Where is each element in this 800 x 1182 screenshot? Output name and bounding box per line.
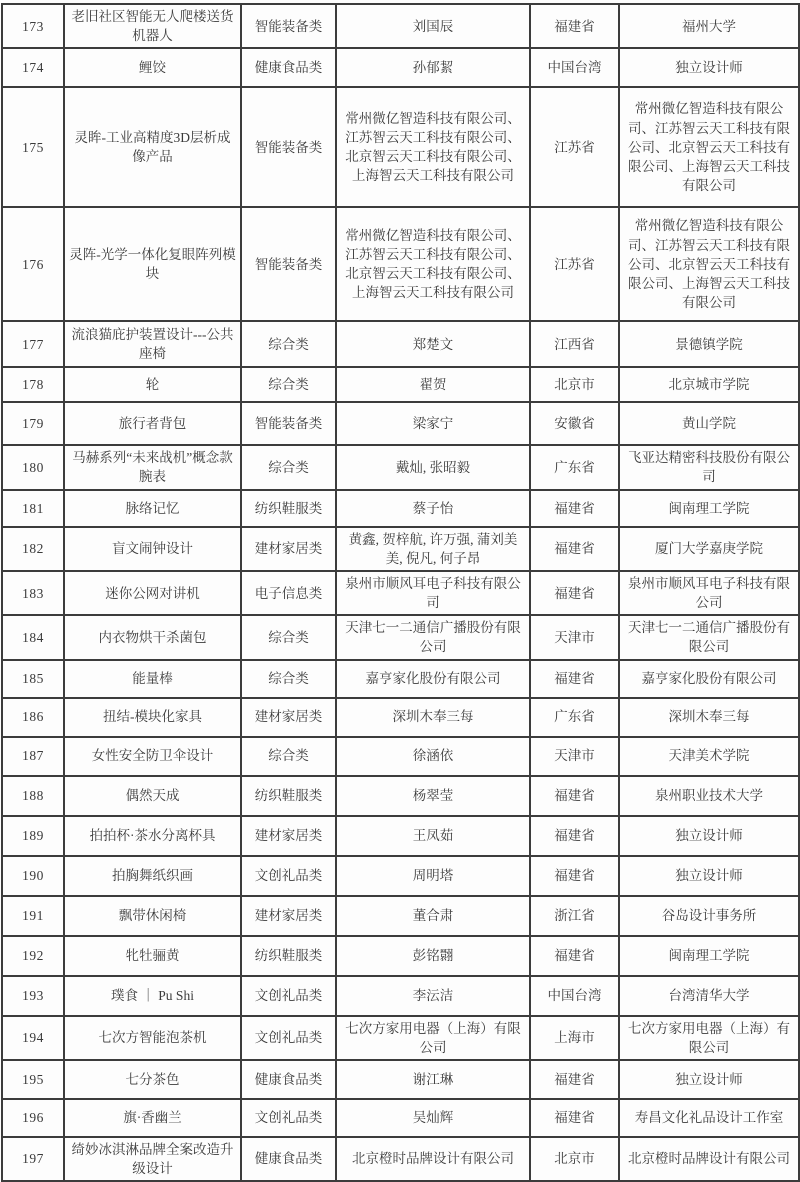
table-row (2, 490, 799, 527)
cell-entry-number: 190 (2, 856, 64, 896)
cell-province: 福建省 (530, 856, 619, 896)
cell-author: 蔡子怡 (336, 490, 530, 527)
cell-author: 李沄洁 (336, 976, 530, 1016)
cell-province: 福建省 (530, 776, 619, 816)
table-row (2, 615, 799, 659)
cell-entry-number: 185 (2, 660, 64, 698)
cell-category: 电子信息类 (241, 571, 336, 615)
cell-category: 综合类 (241, 660, 336, 698)
cell-work-name: 流浪猫庇护装置设计---公共座椅 (64, 321, 241, 367)
table-row (2, 737, 799, 776)
cell-category: 健康食品类 (241, 1060, 336, 1099)
cell-province: 北京市 (530, 1137, 619, 1181)
cell-organization: 独立设计师 (619, 1060, 799, 1099)
cell-province: 北京市 (530, 367, 619, 402)
cell-entry-number: 175 (2, 87, 64, 207)
cell-work-name: 七次方智能泡茶机 (64, 1016, 241, 1060)
cell-province: 江苏省 (530, 207, 619, 321)
cell-province: 福建省 (530, 816, 619, 856)
cell-organization: 闽南理工学院 (619, 936, 799, 976)
cell-entry-number: 177 (2, 321, 64, 367)
cell-entry-number: 195 (2, 1060, 64, 1099)
cell-category: 文创礼品类 (241, 1099, 336, 1137)
entries-table-body (2, 4, 799, 1181)
cell-entry-number: 194 (2, 1016, 64, 1060)
table-row (2, 87, 799, 207)
cell-author: 天津七一二通信广播股份有限公司 (336, 615, 530, 659)
cell-entry-number: 184 (2, 615, 64, 659)
cell-organization: 常州微亿智造科技有限公司、江苏智云天工科技有限公司、北京智云天工科技有限公司、上海智云天工科技有限公司 (619, 87, 799, 207)
cell-category: 建材家居类 (241, 816, 336, 856)
cell-province: 广东省 (530, 445, 619, 489)
table-row (2, 445, 799, 489)
cell-entry-number: 197 (2, 1137, 64, 1181)
cell-category: 建材家居类 (241, 896, 336, 936)
cell-author: 周明塔 (336, 856, 530, 896)
cell-category: 建材家居类 (241, 527, 336, 571)
cell-work-name: 盲文闹钟设计 (64, 527, 241, 571)
cell-work-name: 能量棒 (64, 660, 241, 698)
cell-organization: 飞亚达精密科技股份有限公司 (619, 445, 799, 489)
table-row (2, 776, 799, 816)
cell-province: 江西省 (530, 321, 619, 367)
cell-organization: 厦门大学嘉庚学院 (619, 527, 799, 571)
cell-entry-number: 186 (2, 698, 64, 737)
cell-organization: 黄山学院 (619, 402, 799, 445)
cell-category: 综合类 (241, 321, 336, 367)
cell-category: 纺织鞋服类 (241, 776, 336, 816)
cell-author: 北京橙时品牌设计有限公司 (336, 1137, 530, 1181)
cell-entry-number: 188 (2, 776, 64, 816)
table-row (2, 660, 799, 698)
cell-province: 中国台湾 (530, 976, 619, 1016)
cell-organization: 北京城市学院 (619, 367, 799, 402)
cell-entry-number: 181 (2, 490, 64, 527)
cell-entry-number: 180 (2, 445, 64, 489)
cell-category: 纺织鞋服类 (241, 490, 336, 527)
cell-province: 福建省 (530, 1060, 619, 1099)
cell-category: 智能装备类 (241, 402, 336, 445)
cell-author: 嘉亨家化股份有限公司 (336, 660, 530, 698)
cell-work-name: 璞食 ｜ Pu Shi (64, 976, 241, 1016)
cell-entry-number: 179 (2, 402, 64, 445)
cell-province: 上海市 (530, 1016, 619, 1060)
cell-work-name: 迷你公网对讲机 (64, 571, 241, 615)
cell-category: 文创礼品类 (241, 1016, 336, 1060)
table-row (2, 976, 799, 1016)
cell-province: 安徽省 (530, 402, 619, 445)
cell-province: 广东省 (530, 698, 619, 737)
cell-province: 福建省 (530, 490, 619, 527)
cell-organization: 独立设计师 (619, 816, 799, 856)
cell-author: 黄鑫, 贺梓航, 许万强, 蒲刘美美, 倪凡, 何子昂 (336, 527, 530, 571)
cell-work-name: 拍拍杯·茶水分离杯具 (64, 816, 241, 856)
cell-work-name: 扭结-模块化家具 (64, 698, 241, 737)
cell-work-name: 内衣物烘干杀菌包 (64, 615, 241, 659)
cell-author: 彭铭翾 (336, 936, 530, 976)
cell-entry-number: 176 (2, 207, 64, 321)
table-row (2, 367, 799, 402)
cell-work-name: 拍胸舞纸织画 (64, 856, 241, 896)
cell-entry-number: 191 (2, 896, 64, 936)
cell-work-name: 绮妙冰淇淋品牌全案改造升级设计 (64, 1137, 241, 1181)
cell-category: 综合类 (241, 737, 336, 776)
cell-category: 纺织鞋服类 (241, 936, 336, 976)
cell-entry-number: 187 (2, 737, 64, 776)
table-row (2, 1099, 799, 1137)
cell-category: 文创礼品类 (241, 856, 336, 896)
cell-province: 福建省 (530, 1099, 619, 1137)
cell-category: 智能装备类 (241, 87, 336, 207)
cell-author: 刘国辰 (336, 4, 530, 48)
cell-organization: 福州大学 (619, 4, 799, 48)
cell-organization: 深圳木奉三每 (619, 698, 799, 737)
table-row (2, 4, 799, 48)
cell-organization: 谷岛设计事务所 (619, 896, 799, 936)
table-row (2, 856, 799, 896)
cell-category: 综合类 (241, 367, 336, 402)
cell-work-name: 牝牡骊黄 (64, 936, 241, 976)
cell-work-name: 飘带休闲椅 (64, 896, 241, 936)
cell-author: 孙郁絜 (336, 48, 530, 87)
cell-organization: 台湾清华大学 (619, 976, 799, 1016)
cell-work-name: 偶然天成 (64, 776, 241, 816)
cell-author: 董合肃 (336, 896, 530, 936)
cell-author: 七次方家用电器（上海）有限公司 (336, 1016, 530, 1060)
cell-entry-number: 196 (2, 1099, 64, 1137)
cell-entry-number: 192 (2, 936, 64, 976)
table-row (2, 936, 799, 976)
cell-organization: 天津美术学院 (619, 737, 799, 776)
cell-work-name: 灵阵-光学一体化复眼阵列模块 (64, 207, 241, 321)
cell-province: 福建省 (530, 660, 619, 698)
cell-work-name: 女性安全防卫伞设计 (64, 737, 241, 776)
cell-organization: 寿昌文化礼品设计工作室 (619, 1099, 799, 1137)
cell-organization: 闽南理工学院 (619, 490, 799, 527)
cell-work-name: 旅行者背包 (64, 402, 241, 445)
cell-province: 福建省 (530, 527, 619, 571)
table-row (2, 1060, 799, 1099)
cell-organization: 嘉亨家化股份有限公司 (619, 660, 799, 698)
cell-category: 综合类 (241, 445, 336, 489)
cell-organization: 泉州市顺风耳电子科技有限公司 (619, 571, 799, 615)
cell-entry-number: 193 (2, 976, 64, 1016)
cell-category: 综合类 (241, 615, 336, 659)
cell-work-name: 马赫系列“未来战机”概念款腕表 (64, 445, 241, 489)
cell-category: 健康食品类 (241, 48, 336, 87)
cell-entry-number: 183 (2, 571, 64, 615)
cell-author: 杨翠莹 (336, 776, 530, 816)
cell-province: 天津市 (530, 737, 619, 776)
cell-organization: 景德镇学院 (619, 321, 799, 367)
cell-organization: 常州微亿智造科技有限公司、江苏智云天工科技有限公司、北京智云天工科技有限公司、上海智云天工科技有限公司 (619, 207, 799, 321)
cell-entry-number: 173 (2, 4, 64, 48)
cell-work-name: 灵眸-工业高精度3D层析成像产品 (64, 87, 241, 207)
cell-author: 泉州市顺风耳电子科技有限公司 (336, 571, 530, 615)
cell-province: 天津市 (530, 615, 619, 659)
table-row (2, 207, 799, 321)
cell-entry-number: 189 (2, 816, 64, 856)
table-row (2, 402, 799, 445)
cell-author: 常州微亿智造科技有限公司、江苏智云天工科技有限公司、北京智云天工科技有限公司、上海智云天工科技有限公司 (336, 207, 530, 321)
cell-author: 梁家宁 (336, 402, 530, 445)
cell-organization: 独立设计师 (619, 856, 799, 896)
cell-author: 吴灿辉 (336, 1099, 530, 1137)
cell-work-name: 鲤饺 (64, 48, 241, 87)
cell-province: 福建省 (530, 936, 619, 976)
entries-table (1, 3, 800, 1182)
cell-province: 福建省 (530, 4, 619, 48)
cell-author: 徐涵依 (336, 737, 530, 776)
cell-category: 健康食品类 (241, 1137, 336, 1181)
cell-category: 智能装备类 (241, 4, 336, 48)
cell-author: 翟贺 (336, 367, 530, 402)
cell-work-name: 老旧社区智能无人爬楼送货机器人 (64, 4, 241, 48)
cell-category: 文创礼品类 (241, 976, 336, 1016)
table-row (2, 816, 799, 856)
cell-work-name: 七分茶色 (64, 1060, 241, 1099)
table-row (2, 1016, 799, 1060)
cell-work-name: 脉络记忆 (64, 490, 241, 527)
cell-organization: 七次方家用电器（上海）有限公司 (619, 1016, 799, 1060)
cell-author: 深圳木奉三每 (336, 698, 530, 737)
cell-work-name: 轮 (64, 367, 241, 402)
cell-author: 戴灿, 张昭毅 (336, 445, 530, 489)
cell-organization: 天津七一二通信广播股份有限公司 (619, 615, 799, 659)
table-row (2, 48, 799, 87)
cell-work-name: 旗·香幽兰 (64, 1099, 241, 1137)
cell-entry-number: 174 (2, 48, 64, 87)
table-row (2, 1137, 799, 1181)
cell-entry-number: 178 (2, 367, 64, 402)
cell-organization: 独立设计师 (619, 48, 799, 87)
cell-category: 建材家居类 (241, 698, 336, 737)
cell-province: 浙江省 (530, 896, 619, 936)
table-row (2, 698, 799, 737)
cell-author: 常州微亿智造科技有限公司、江苏智云天工科技有限公司、北京智云天工科技有限公司、上海智云天工科技有限公司 (336, 87, 530, 207)
table-row (2, 321, 799, 367)
cell-author: 王凤茹 (336, 816, 530, 856)
table-row (2, 571, 799, 615)
cell-province: 江苏省 (530, 87, 619, 207)
table-row (2, 896, 799, 936)
cell-province: 福建省 (530, 571, 619, 615)
cell-entry-number: 182 (2, 527, 64, 571)
cell-organization: 北京橙时品牌设计有限公司 (619, 1137, 799, 1181)
cell-author: 郑楚文 (336, 321, 530, 367)
cell-province: 中国台湾 (530, 48, 619, 87)
cell-organization: 泉州职业技术大学 (619, 776, 799, 816)
cell-author: 谢江琳 (336, 1060, 530, 1099)
table-row (2, 527, 799, 571)
cell-category: 智能装备类 (241, 207, 336, 321)
